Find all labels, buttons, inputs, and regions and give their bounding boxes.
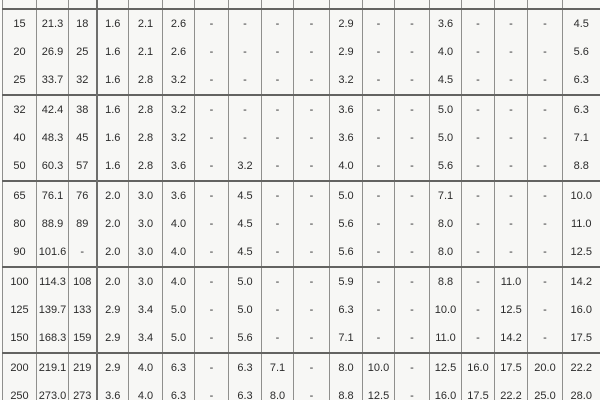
table-cell	[330, 0, 363, 9]
table-cell: -	[69, 238, 97, 267]
table-cell: -	[294, 353, 330, 382]
table-cell: 2.8	[129, 66, 163, 95]
table-cell: -	[294, 152, 330, 181]
table-cell: -	[262, 66, 294, 95]
table-cell: 139.7	[37, 296, 69, 324]
table-cell	[195, 0, 229, 9]
table-cell: -	[262, 9, 294, 38]
table-cell: 4.0	[163, 267, 195, 296]
table-cell: 22.2	[495, 382, 528, 400]
table-cell: 8.0	[262, 382, 294, 400]
table-cell: 2.9	[97, 296, 129, 324]
table-cell: 100	[3, 267, 37, 296]
table-cell	[495, 0, 528, 9]
table-cell: -	[395, 296, 430, 324]
table-cell: -	[528, 324, 563, 353]
table-cell: 11.0	[563, 210, 600, 238]
table-cell: 8.0	[430, 238, 462, 267]
table-row	[3, 324, 600, 353]
table-cell: 26.9	[37, 38, 69, 66]
table-cell: 5.0	[229, 267, 262, 296]
table-cell: 17.5	[462, 382, 495, 400]
table-cell: 4.0	[330, 152, 363, 181]
table-cell: -	[462, 238, 495, 267]
table-cell	[69, 0, 97, 9]
table-cell: 48.3	[37, 124, 69, 152]
table-cell: 40	[3, 124, 37, 152]
table-cell: 3.6	[163, 152, 195, 181]
table-cell: 76	[69, 181, 97, 210]
table-cell: 4.0	[129, 353, 163, 382]
table-row	[3, 267, 600, 296]
table-cell: -	[462, 267, 495, 296]
table-cell: 20	[3, 38, 37, 66]
table-cell: -	[462, 296, 495, 324]
table-cell: 76.1	[37, 181, 69, 210]
table-cell: 60.3	[37, 152, 69, 181]
table-cell: 108	[69, 267, 97, 296]
table-cell: 12.5	[495, 296, 528, 324]
table-cell: -	[363, 324, 395, 353]
table-cell: 25.0	[528, 382, 563, 400]
table-cell: -	[462, 210, 495, 238]
table-cell: 20.0	[528, 353, 563, 382]
table-cell: -	[229, 95, 262, 124]
table-cell: -	[528, 210, 563, 238]
table-cell: -	[229, 66, 262, 95]
table-cell: 10.0	[563, 181, 600, 210]
table-cell: -	[462, 9, 495, 38]
table-cell: 4.0	[163, 210, 195, 238]
table-cell: 7.1	[563, 124, 600, 152]
table-cell: 7.1	[262, 353, 294, 382]
table-cell: 4.0	[129, 382, 163, 400]
table-cell: 250	[3, 382, 37, 400]
table-cell: 2.8	[129, 124, 163, 152]
table-cell: 25	[3, 66, 37, 95]
table-cell: -	[495, 210, 528, 238]
table-cell: 57	[69, 152, 97, 181]
table-cell: 150	[3, 324, 37, 353]
table-cell: 8.0	[430, 210, 462, 238]
table-cell: 5.6	[330, 238, 363, 267]
table-cell: 3.2	[163, 66, 195, 95]
table-cell: 1.6	[97, 95, 129, 124]
table-cell: 14.2	[495, 324, 528, 353]
data-table	[2, 0, 600, 400]
table-cell: 32	[3, 95, 37, 124]
table-cell: 65	[3, 181, 37, 210]
table-cell: 33.7	[37, 66, 69, 95]
table-cell	[97, 0, 129, 9]
table-cell: 2.9	[97, 353, 129, 382]
table-cell: 101.6	[37, 238, 69, 267]
table-cell: -	[262, 95, 294, 124]
table-cell: 1.6	[97, 9, 129, 38]
table-cell: -	[395, 210, 430, 238]
table-cell: 11.0	[430, 324, 462, 353]
table-cell: -	[363, 210, 395, 238]
table-cell: -	[195, 210, 229, 238]
table-cell: 3.4	[129, 296, 163, 324]
table-cell: -	[294, 66, 330, 95]
table-cell: 2.0	[97, 238, 129, 267]
table-cell: 168.3	[37, 324, 69, 353]
table-cell: 4.0	[163, 238, 195, 267]
table-cell: 4.5	[229, 210, 262, 238]
table-cell	[363, 0, 395, 9]
table-row	[3, 296, 600, 324]
table-cell: 6.3	[163, 353, 195, 382]
table-cell: 6.3	[563, 66, 600, 95]
table-cell: -	[395, 95, 430, 124]
table-cell: -	[462, 95, 495, 124]
table-cell: 5.9	[330, 267, 363, 296]
table-cell: 12.5	[563, 238, 600, 267]
table-cell: 5.6	[229, 324, 262, 353]
table-cell: 5.0	[229, 296, 262, 324]
table-cell: -	[262, 181, 294, 210]
table-cell: 16.0	[430, 382, 462, 400]
table-cell: -	[262, 152, 294, 181]
table-cell: -	[363, 124, 395, 152]
table-cell: -	[395, 267, 430, 296]
table-cell: 2.9	[330, 38, 363, 66]
table-cell	[528, 0, 563, 9]
table-cell: -	[528, 124, 563, 152]
table-cell: -	[363, 267, 395, 296]
table-cell: -	[195, 324, 229, 353]
table-row	[3, 66, 600, 95]
table-cell: 5.6	[330, 210, 363, 238]
table-cell: 3.2	[229, 152, 262, 181]
table-cell: -	[294, 267, 330, 296]
table-cell: 2.1	[129, 9, 163, 38]
table-cell: -	[294, 9, 330, 38]
table-cell: 2.9	[97, 324, 129, 353]
table-cell: -	[395, 124, 430, 152]
table-cell: -	[395, 38, 430, 66]
table-cell: 8.8	[330, 382, 363, 400]
table-cell: 2.8	[129, 152, 163, 181]
table-row	[3, 353, 600, 382]
table-cell: 12.5	[430, 353, 462, 382]
table-cell: 2.0	[97, 181, 129, 210]
table-cell: -	[262, 38, 294, 66]
table-cell: 89	[69, 210, 97, 238]
table-cell: -	[395, 152, 430, 181]
table-cell: 7.1	[330, 324, 363, 353]
table-cell: 2.8	[129, 95, 163, 124]
table-cell: 1.6	[97, 66, 129, 95]
table-cell: 5.0	[163, 324, 195, 353]
table-cell: 17.5	[495, 353, 528, 382]
table-cell: 200	[3, 353, 37, 382]
table-cell: 8.8	[430, 267, 462, 296]
table-cell: -	[195, 267, 229, 296]
table-cell: 15	[3, 9, 37, 38]
table-cell: -	[528, 296, 563, 324]
table-cell	[395, 0, 430, 9]
table-cell: -	[195, 66, 229, 95]
table-cell: -	[294, 324, 330, 353]
table-cell: -	[395, 238, 430, 267]
table-cell: -	[495, 66, 528, 95]
table-cell: -	[495, 181, 528, 210]
table-cell: 2.6	[163, 38, 195, 66]
table-cell: -	[294, 382, 330, 400]
table-cell: -	[528, 238, 563, 267]
table-cell: 1.6	[97, 124, 129, 152]
table-cell: 14.2	[563, 267, 600, 296]
table-cell: 22.2	[563, 353, 600, 382]
table-cell: 16.0	[563, 296, 600, 324]
table-cell: 10.0	[430, 296, 462, 324]
table-cell: 11.0	[495, 267, 528, 296]
table-cell: -	[262, 124, 294, 152]
table-cell: 21.3	[37, 9, 69, 38]
table-cell: 2.0	[97, 267, 129, 296]
table-cell: -	[262, 324, 294, 353]
table-cell: -	[395, 382, 430, 400]
table-cell: 4.5	[229, 181, 262, 210]
table-cell: -	[195, 95, 229, 124]
table-cell	[262, 0, 294, 9]
table-cell: 8.0	[330, 353, 363, 382]
table-cell: -	[462, 324, 495, 353]
table-row	[3, 38, 600, 66]
table-cell	[37, 0, 69, 9]
table-cell: 6.3	[229, 353, 262, 382]
table-cell: 3.2	[330, 66, 363, 95]
table-cell: 5.0	[430, 124, 462, 152]
table-cell: 1.6	[97, 152, 129, 181]
table-row	[3, 95, 600, 124]
table-cell: -	[195, 181, 229, 210]
table-cell: 4.0	[430, 38, 462, 66]
table-cell: 3.6	[330, 124, 363, 152]
table-cell: 273.0	[37, 382, 69, 400]
table-cell: -	[462, 38, 495, 66]
table-cell: -	[462, 66, 495, 95]
table-cell: 3.0	[129, 181, 163, 210]
table-cell: 5.0	[163, 296, 195, 324]
table-cell: 5.6	[563, 38, 600, 66]
table-cell: -	[495, 238, 528, 267]
table-cell: 5.6	[430, 152, 462, 181]
table-row	[3, 181, 600, 210]
table-cell: -	[262, 210, 294, 238]
table-cell: 90	[3, 238, 37, 267]
table-cell: 8.8	[563, 152, 600, 181]
table-cell: -	[363, 9, 395, 38]
table-cell: 42.4	[37, 95, 69, 124]
table-cell: -	[262, 267, 294, 296]
table-cell: 45	[69, 124, 97, 152]
table-cell	[229, 0, 262, 9]
table-cell	[430, 0, 462, 9]
table-cell: 2.1	[129, 38, 163, 66]
table-cell: 133	[69, 296, 97, 324]
table-cell: 4.5	[563, 9, 600, 38]
table-row	[3, 152, 600, 181]
table-cell: 6.3	[330, 296, 363, 324]
table-cell: -	[495, 95, 528, 124]
table-cell: -	[195, 353, 229, 382]
table-row	[3, 124, 600, 152]
table-cell	[563, 0, 600, 9]
table-cell: -	[229, 124, 262, 152]
table-cell: 6.3	[563, 95, 600, 124]
table-cell: 32	[69, 66, 97, 95]
table-cell	[3, 0, 37, 9]
table-cell: 2.6	[163, 9, 195, 38]
table-cell	[163, 0, 195, 9]
table-cell: -	[195, 296, 229, 324]
table-cell: -	[294, 296, 330, 324]
table-cell: 3.6	[163, 181, 195, 210]
table-cell: 219.1	[37, 353, 69, 382]
table-cell: 80	[3, 210, 37, 238]
table-cell: -	[363, 296, 395, 324]
table-cell: -	[495, 9, 528, 38]
table-cell: 3.4	[129, 324, 163, 353]
table-cell: -	[495, 38, 528, 66]
table-cell: 114.3	[37, 267, 69, 296]
table-cell: -	[195, 9, 229, 38]
table-cell: -	[363, 95, 395, 124]
table-cell: 7.1	[430, 181, 462, 210]
table-cell: 10.0	[363, 353, 395, 382]
table-cell: -	[229, 9, 262, 38]
table-cell: -	[528, 267, 563, 296]
table-cell: 3.0	[129, 238, 163, 267]
table-cell: -	[363, 66, 395, 95]
table-cell: -	[195, 382, 229, 400]
table-cell: -	[395, 9, 430, 38]
table-cell: 5.0	[430, 95, 462, 124]
table-cell: 1.6	[97, 38, 129, 66]
table-cell: 3.6	[430, 9, 462, 38]
table-cell: 16.0	[462, 353, 495, 382]
table-cell: -	[363, 181, 395, 210]
table-cell: -	[495, 124, 528, 152]
table-cell: -	[395, 324, 430, 353]
table-cell	[129, 0, 163, 9]
table-cell: -	[528, 66, 563, 95]
table-cell: 50	[3, 152, 37, 181]
table-cell: -	[229, 38, 262, 66]
table-cell: -	[195, 38, 229, 66]
table-cell: 2.0	[97, 210, 129, 238]
table-cell: 2.9	[330, 9, 363, 38]
table-cell	[462, 0, 495, 9]
table-cell: 6.3	[229, 382, 262, 400]
table-cell: -	[262, 238, 294, 267]
table-cell: -	[195, 124, 229, 152]
table-cell: 38	[69, 95, 97, 124]
table-cell: -	[395, 66, 430, 95]
table-cell: 125	[3, 296, 37, 324]
table-cell: 17.5	[563, 324, 600, 353]
table-cell: -	[528, 9, 563, 38]
table-cell: 88.9	[37, 210, 69, 238]
table-row	[3, 382, 600, 400]
table-cell: -	[363, 152, 395, 181]
table-cell: -	[294, 210, 330, 238]
table-cell: 273	[69, 382, 97, 400]
table-cell: 4.5	[430, 66, 462, 95]
table-cell: -	[528, 181, 563, 210]
table-cell: 3.6	[97, 382, 129, 400]
table-cell: 219	[69, 353, 97, 382]
table-row	[3, 210, 600, 238]
table-row	[3, 9, 600, 38]
table-cell: -	[195, 152, 229, 181]
table-cell: 3.6	[330, 95, 363, 124]
table-cell: 3.2	[163, 124, 195, 152]
table-cell: 12.5	[363, 382, 395, 400]
table-cell: -	[363, 38, 395, 66]
table-cell: -	[462, 124, 495, 152]
table-cell: -	[528, 38, 563, 66]
table-cell: 18	[69, 9, 97, 38]
table-body	[3, 0, 600, 400]
table-cell: -	[395, 353, 430, 382]
table-cell: -	[294, 238, 330, 267]
table-row	[3, 0, 600, 9]
table-cell: -	[294, 38, 330, 66]
table-cell	[294, 0, 330, 9]
table-cell: -	[528, 95, 563, 124]
table-cell: 3.2	[163, 95, 195, 124]
table-cell: 6.3	[163, 382, 195, 400]
table-cell: -	[294, 95, 330, 124]
table-cell: -	[262, 296, 294, 324]
table-cell: -	[528, 152, 563, 181]
table-cell: 159	[69, 324, 97, 353]
table-cell: 25	[69, 38, 97, 66]
table-cell: -	[462, 181, 495, 210]
table-cell: -	[395, 181, 430, 210]
table-cell: 3.0	[129, 267, 163, 296]
table-cell: 3.0	[129, 210, 163, 238]
table-cell: -	[294, 181, 330, 210]
table-cell: -	[462, 152, 495, 181]
table-cell: -	[495, 152, 528, 181]
table-row	[3, 238, 600, 267]
table-cell: 4.5	[229, 238, 262, 267]
table-cell: 5.0	[330, 181, 363, 210]
table-cell: -	[294, 124, 330, 152]
table-cell: -	[195, 238, 229, 267]
table-cell: 28.0	[563, 382, 600, 400]
table-cell: -	[363, 238, 395, 267]
